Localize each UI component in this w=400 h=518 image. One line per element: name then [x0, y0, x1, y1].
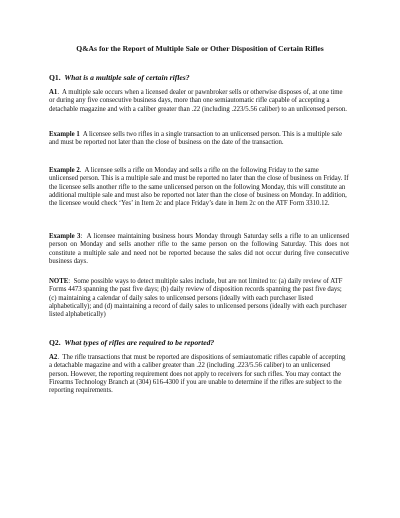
question-2-label: Q2 — [49, 338, 59, 347]
answer-2-label: A2 — [49, 354, 58, 361]
answer-2-text: The rifle transactions that must be reported are dispositions of semiautomatic rifles capable of accepting a detachable magazine and with a caliber greater than .22 (including .223/5.56 caliber) to an unlicensed person. However, the reporting requirement does not apply to receivers for such rifles. You may contact the Firearms Technology Branch at (304) 616-4300 if you are unable to determine if the rifles are subject to the reporting requirements. — [49, 354, 346, 395]
question-1-text: What is a multiple sale of certain rifles? — [64, 73, 190, 82]
example-2-text: A licensee sells a rifle on Monday and sells a rifle on the following Friday to the same unlicensed person. This is a multiple sale and must be reported no later than the close of business on Friday. If the licensee sells another rifle to the same unlicensed person on the following Monday, this will constitute an additional multiple sale and must also be reported not later than the close of business on Monday. In addition, the licensee would check ‘Yes’ in Item 2c and place Friday’s date in Item 2c on the ATF Form 3310.12. — [49, 167, 349, 208]
note-label: NOTE — [49, 278, 69, 285]
answer-2: A2. The rifle transactions that must be reported are dispositions of semiautomatic rifles capable of accepting a detachable magazine and with a caliber greater than .22 (including .223/5.56 caliber) to an unlicensed person. However, the reporting requirement does not apply to receivers for such rifles. You may contact the Firearms Technology Branch at (304) 616-4300 if you are unable to determine if the rifles are subject to the reporting requirements. — [49, 354, 346, 395]
question-2: Q2. What types of rifles are required to be reported? — [49, 338, 215, 347]
document-title: Q&As for the Report of Multiple Sale or Other Disposition of Certain Rifles — [76, 44, 324, 53]
note-text: Some possible ways to detect multiple sales include, but are not limited to: (a) daily review of ATF Forms 4473 spanning the past five days; (b) daily review of disposition records spanning the past five days; (c) maintaining a calendar of daily sales to unlicensed persons (ideally with each purchaser listed alphabetically); and (d) maintaining a record of daily sales to unlicensed persons (ideally with each purchaser listed alphabetically) — [49, 278, 347, 319]
note-paragraph: NOTE: Some possible ways to detect multiple sales include, but are not limited to: (a) daily review of ATF Forms 4473 spanning the past five days; (b) daily review of disposition records spanning the past five days; (c) maintaining a calendar of daily sales to unlicensed persons (ideally with each purchaser listed alphabetically); and (d) maintaining a record of daily sales to unlicensed persons (ideally with each purchaser listed alphabetically) — [49, 278, 347, 319]
question-1-label: Q1 — [49, 73, 59, 82]
answer-1-label: A1 — [49, 89, 58, 96]
example-2: Example 2. A licensee sells a rifle on Monday and sells a rifle on the following Friday to the same unlicensed person. This is a multiple sale and must be reported no later than the close of business on Friday. If the licensee sells another rifle to the same unlicensed person on the following Monday, this will constitute an additional multiple sale and must also be reported not later than the close of business on Monday. In addition, the licensee would check ‘Yes’ in Item 2c and place Friday’s date in Item 2c on the ATF Form 3310.12. — [49, 167, 349, 208]
example-3-label: Example 3 — [49, 233, 81, 240]
answer-1-text: A multiple sale occurs when a licensed dealer or pawnbroker sells or otherwise disposes of, at one time or during any five consecutive business days, more than one semiautomatic rifle capable of accepting a detachable magazine and with a caliber greater than .22 (including .223/5.56 caliber) to an unlicensed person. — [49, 89, 348, 113]
example-1 — [49, 131, 349, 148]
example-1-label: Example 1 — [49, 131, 80, 138]
example-3: Example 3: A licensee maintaining business hours Monday through Saturday sells a rifle to an unlicensed person on Monday and sells another rifle to the same person on the following Saturday. This does not constitute a multiple sale and need not be reported because the sales did not occur during five consecutive business days. — [49, 233, 349, 265]
question-2-text: What types of rifles are required to be reported? — [64, 338, 215, 347]
example-3-text: A licensee maintaining business hours Monday through Saturday sells a rifle to an unlicensed person on Monday and sells another rifle to the same person on the following Saturday. This does not constitute a multiple sale and need not be reported because the sales did not occur during five consecutive business days. — [49, 233, 349, 265]
answer-1: A1. A multiple sale occurs when a licensed dealer or pawnbroker sells or otherwise disposes of, at one time or during any five consecutive business days, more than one semiautomatic rifle capable of accepting a detachable magazine and with a caliber greater than .22 (including .223/5.56 caliber) to an unlicensed person. — [49, 89, 348, 113]
example-2-label: Example 2 — [49, 167, 80, 174]
example-1-text: A licensee sells two rifles in a single transaction to an unlicensed person. This is a multiple sale and must be reported not later than the close of business on the date of the transaction. — [49, 131, 343, 147]
question-1: Q1. What is a multiple sale of certain rifles? — [49, 73, 190, 82]
